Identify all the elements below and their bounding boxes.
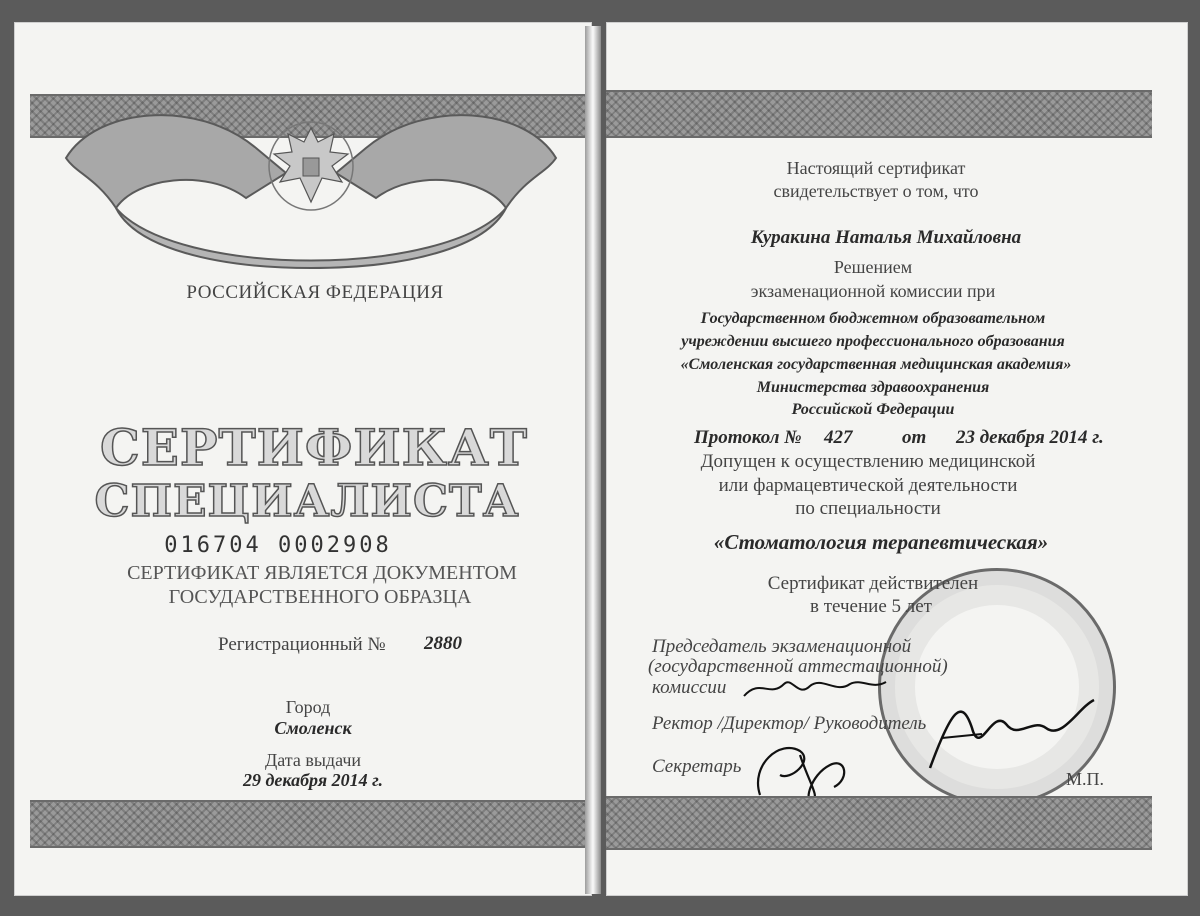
chairman-line3: комиссии xyxy=(652,677,727,698)
bottom-ornament-band-left xyxy=(30,800,586,848)
book-spine xyxy=(585,26,601,894)
document-type-line1: СЕРТИФИКАТ ЯВЛЯЕТСЯ ДОКУМЕНТОМ xyxy=(127,562,517,584)
chairman-signature xyxy=(740,668,890,708)
issue-date-value: 29 декабря 2014 г. xyxy=(242,770,384,790)
city-value: Смоленск xyxy=(274,718,352,738)
top-ornament-band-right xyxy=(606,90,1152,138)
serial-number: 016704 0002908 xyxy=(164,533,392,558)
protocol-date: 23 декабря 2014 г. xyxy=(956,427,1104,448)
organization-line4: Министерства здравоохранения xyxy=(756,379,990,396)
registration-number: 2880 xyxy=(424,633,462,654)
admitted-line3: по специальности xyxy=(795,498,941,519)
specialty: «Стоматология терапевтическая» xyxy=(713,530,1049,554)
validity-line1: Сертификат действителен xyxy=(767,573,979,594)
organization-line1: Государственном бюджетном образовательном xyxy=(700,310,1046,327)
secretary-signature xyxy=(750,735,860,805)
secretary-label: Секретарь xyxy=(652,756,742,777)
rector-signature xyxy=(922,688,1102,778)
validity-line2: в течение 5 лет xyxy=(810,596,932,617)
holder-name: Куракина Наталья Михайловна xyxy=(750,227,1022,248)
organization-line3: «Смоленская государственная медицинская академия» xyxy=(680,356,1072,373)
document-type-line2: ГОСУДАРСТВЕННОГО ОБРАЗЦА xyxy=(168,586,472,608)
decision-line1: Решением xyxy=(833,257,913,277)
issue-date-label: Дата выдачи xyxy=(264,750,362,770)
chairman-line1: Председатель экзаменационной xyxy=(652,636,912,657)
rector-label: Ректор /Директор/ Руководитель xyxy=(652,713,927,734)
protocol-number: 427 xyxy=(824,427,853,448)
title-certificate: СЕРТИФИКАТ xyxy=(99,418,529,477)
bottom-ornament-band-right xyxy=(606,796,1152,850)
admitted-line2: или фармацевтической деятельности xyxy=(718,475,1018,496)
city-label: Город xyxy=(285,697,331,717)
coat-of-arms-icon xyxy=(256,108,366,218)
intro-line2: свидетельствует о том, что xyxy=(773,181,979,201)
chairman-line2: (государственной аттестационной) xyxy=(648,656,948,677)
organization-line2: учреждении высшего профессионального образования xyxy=(681,333,1065,350)
protocol-label: Протокол № xyxy=(694,427,802,448)
organization-line5: Российской Федерации xyxy=(791,401,955,418)
admitted-line1: Допущен к осуществлению медицинской xyxy=(700,451,1036,472)
protocol-from: от xyxy=(902,427,927,448)
registration-label: Регистрационный № xyxy=(218,634,386,655)
decision-line2: экзаменационной комиссии при xyxy=(750,281,996,301)
intro-line1: Настоящий сертификат xyxy=(786,158,966,178)
country-name: РОССИЙСКАЯ ФЕДЕРАЦИЯ xyxy=(186,282,444,303)
title-specialist: СПЕЦИАЛИСТА xyxy=(94,476,520,527)
seal-place-label: М.П. xyxy=(1066,769,1105,789)
